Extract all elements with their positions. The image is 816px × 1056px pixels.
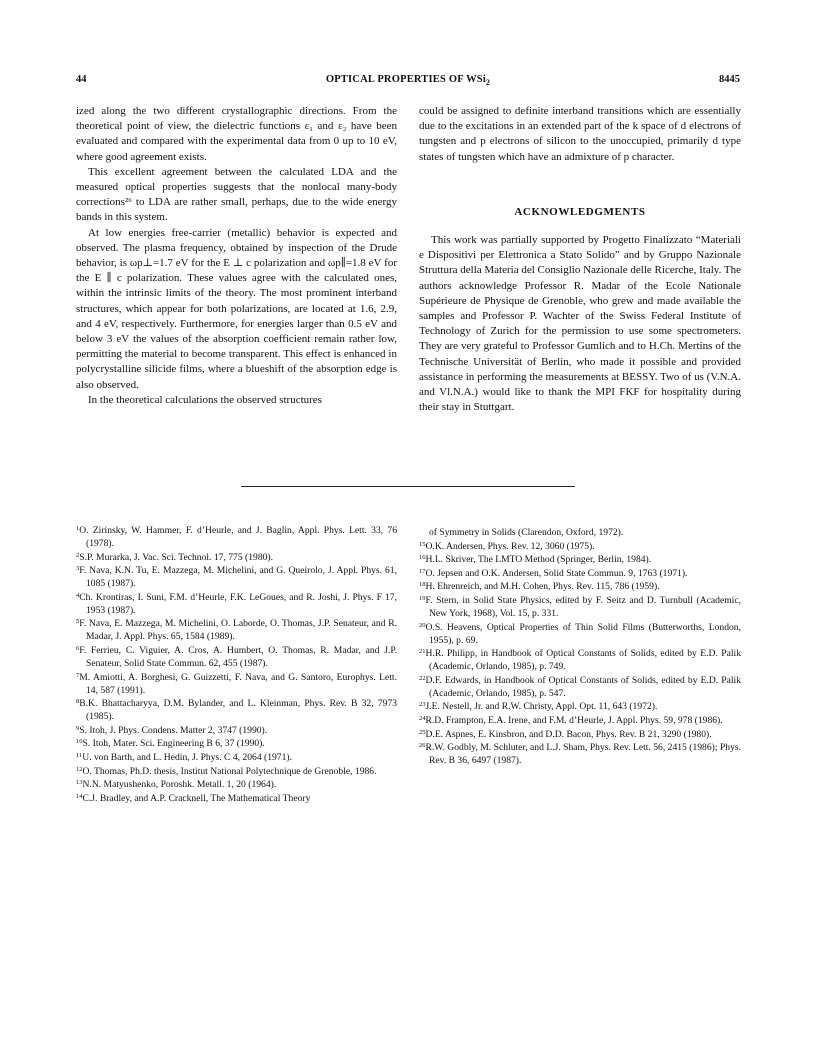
page-number-left: 44 xyxy=(76,74,87,85)
reference-text: B.K. Bhattacharyya, D.M. Bylander, and L. Kleinman, Phys. Rev. B 32, 7973 (1985). xyxy=(79,698,397,723)
reference-text: N.N. Matyushenko, Poroshk. Metall. 1, 20 (1964). xyxy=(82,779,277,791)
reference-item xyxy=(419,540,741,553)
page-header xyxy=(76,74,740,90)
reference-text: F. Nava, E. Mazzega, M. Michelini, O. Laborde, O. Thomas, J.P. Senateur, and R. Madar, J. Appl. Phys. 65, 1584 (1989). xyxy=(79,618,397,643)
references-column-right xyxy=(419,526,741,768)
reference-item xyxy=(76,524,397,550)
reference-text: H.L. Skriver, The LMTO Method (Springer, Berlin, 1984). xyxy=(425,554,652,566)
reference-text: S. Itoh, J. Phys. Condens. Matter 2, 3747 (1990). xyxy=(79,724,268,736)
reference-item xyxy=(419,526,741,539)
reference-text: H.R. Philipp, in Handbook of Optical Constants of Solids, edited by E.D. Palik (Academic, Orlando, 1985), p. 749. xyxy=(425,648,741,673)
running-title xyxy=(76,74,740,87)
reference-item xyxy=(76,737,397,750)
reference-number: 5 xyxy=(76,618,80,626)
reference-item xyxy=(76,591,397,617)
reference-item xyxy=(76,617,397,643)
reference-number: 16 xyxy=(419,554,426,562)
reference-number: 20 xyxy=(419,621,426,629)
reference-item xyxy=(419,580,741,593)
reference-item xyxy=(76,551,397,564)
reference-item xyxy=(419,553,741,566)
reference-number: 26 xyxy=(419,742,426,750)
reference-number: 10 xyxy=(76,738,83,746)
reference-text: F. Ferrieu, C. Viguier, A. Cros, A. Humbert, O. Thomas, R. Madar, and J.P. Senateur, Solid State Commun. 62, 455 (1987). xyxy=(79,644,397,669)
reference-number: 25 xyxy=(419,728,426,736)
reference-text: D.E. Aspnes, E. Kinsbron, and D.D. Bacon, Phys. Rev. B 21, 3290 (1980). xyxy=(425,728,712,740)
reference-item xyxy=(76,778,397,791)
reference-text: R.D. Frampton, E.A. Irene, and F.M. d’Heurle, J. Appl. Phys. 59, 978 (1986). xyxy=(425,714,723,726)
reference-text: O.K. Andersen, Phys. Rev. 12, 3060 (1975). xyxy=(425,540,595,552)
reference-number: 13 xyxy=(76,779,83,787)
paragraph: could be assigned to definite interband transitions which are essentially due to the excitations in an extended part of the k space of d electrons of tungsten and p electrons of silicon to the unoccupied, primarily d type states of tungsten which have an admixture of p character. xyxy=(419,105,741,163)
reference-number: 6 xyxy=(76,644,80,652)
reference-number: 18 xyxy=(419,581,426,589)
reference-number: 19 xyxy=(419,594,426,602)
reference-text: J.E. Nestell, Jr. and R.W. Christy, Appl. Opt. 11, 643 (1972). xyxy=(425,701,658,713)
reference-number: 1 xyxy=(76,525,80,532)
reference-text: O. Zirinsky, W. Hammer, F. d’Heurle, and J. Baglin, Appl. Phys. Lett. 33, 76 (1978). xyxy=(79,525,397,549)
body-column-right xyxy=(419,104,741,415)
references-column-left xyxy=(76,524,397,805)
reference-item xyxy=(419,621,741,647)
reference-text: C.J. Bradley, and A.P. Cracknell, The Mathematical Theory xyxy=(82,792,311,804)
reference-number: 12 xyxy=(76,765,83,773)
reference-number: 14 xyxy=(76,792,83,800)
reference-number: 9 xyxy=(76,724,80,732)
reference-text: O. Jepsen and O.K. Andersen, Solid State Commun. 9, 1763 (1971). xyxy=(425,567,688,579)
paragraph: In the theoretical calculations the observed structures xyxy=(88,393,322,406)
paragraph: ized along the two different crystallographic directions. From the theoretical point of view, the dielectric functions ε₁ and ε₂ have been evaluated and compared with the experimental data from 0 up to 10 eV, where good agreement exists. xyxy=(76,105,397,163)
reference-number: 15 xyxy=(419,540,426,548)
reference-item xyxy=(76,564,397,590)
reference-text: F. Nava, K.N. Tu, E. Mazzega, M. Michelini, and G. Queirolo, J. Appl. Phys. 61, 1085 (1987). xyxy=(79,565,397,590)
reference-text: O.S. Heavens, Optical Properties of Thin Solid Films (Butterworths, London, 1955), p. 69. xyxy=(425,621,741,646)
body-column-left xyxy=(76,104,397,408)
reference-text: S.P. Murarka, J. Vac. Sci. Technol. 17, 775 (1980). xyxy=(79,551,274,563)
reference-text: of Symmetry in Solids (Clarendon, Oxford, 1972). xyxy=(429,527,624,538)
reference-item xyxy=(419,674,741,700)
reference-text: D.F. Edwards, in Handbook of Optical Constants of Solids, edited by E.D. Palik (Academic, Orlando, 1985), p. 547. xyxy=(425,674,741,699)
reference-text: S. Itoh, Mater. Sci. Engineering B 6, 37 (1990). xyxy=(82,738,265,750)
reference-number: 22 xyxy=(419,674,426,682)
reference-item xyxy=(76,792,397,805)
reference-number: 11 xyxy=(76,751,83,759)
reference-number: 4 xyxy=(76,591,80,599)
reference-number: 24 xyxy=(419,714,426,722)
reference-item xyxy=(419,728,741,741)
reference-text: H. Ehrenreich, and M.H. Cohen, Phys. Rev. 115, 786 (1959). xyxy=(425,581,660,593)
reference-number: 2 xyxy=(76,551,80,559)
reference-item xyxy=(76,644,397,670)
reference-item xyxy=(419,647,741,673)
reference-number: 23 xyxy=(419,701,426,709)
reference-number: 7 xyxy=(76,671,80,679)
reference-text: U. von Barth, and L. Hedin, J. Phys. C 4, 2064 (1971). xyxy=(82,751,292,763)
reference-item xyxy=(76,751,397,764)
section-heading: ACKNOWLEDGMENTS xyxy=(514,205,646,218)
reference-item xyxy=(419,741,741,767)
running-title-text: OPTICAL PROPERTIES OF WSi xyxy=(325,74,486,85)
reference-item xyxy=(76,697,397,723)
reference-text: F. Stern, in Solid State Physics, edited by F. Seitz and D. Turnbull (Academic, New York, 1968), Vol. 15, p. 331. xyxy=(425,594,741,619)
reference-text: M. Amiotti, A. Borghesi, G. Guizzetti, F. Nava, and G. Santoro, Europhys. Lett. 14, 587 (1991). xyxy=(79,671,397,696)
reference-item xyxy=(419,594,741,620)
reference-item xyxy=(76,671,397,697)
paragraph: This excellent agreement between the calculated LDA and the measured optical properties suggests that the nonlocal many-body corrections²⁶ to LDA are rather small, perhaps, due to the wide energy bands in this system. xyxy=(76,165,397,224)
acknowledgments-paragraph: This work was partially supported by Progetto Finalizzato “Materiali e Dispositivi per Elettronica a Stato Solido” and by Gruppo Nazionale Struttura della Materia del Consiglio Nazionale delle Ricerche, Italy. The authors acknowledge Professor R. Madar of the Ecole Nationale Supérieure de Physique de Grenoble, who grew and made available the samples and Professor P. Wachter of the Swiss Federal Institute of Technology of Zurich for the permission to use some spectrometers. They are very grateful to Professor Gumlich and to H.Ch. Mertins of the Technische Universität of Berlin, who made it possible and provided assistance in performing the measurements at BESSY. Two of us (V.N.A. and Vl.N.A.) would like to thank the MPI FKF for hospitality during their stay in Stuttgart. xyxy=(419,234,741,414)
running-title-subscript: 2 xyxy=(485,78,491,88)
page-number-right: 8445 xyxy=(719,74,740,85)
reference-number: 21 xyxy=(419,648,426,656)
reference-item xyxy=(419,567,741,580)
reference-item xyxy=(76,724,397,737)
paragraph: At low energies free-carrier (metallic) behavior is expected and observed. The plasma frequency, obtained by inspection of the Drude behavior, is ωp⊥=1.7 eV for the E ⊥ c polarization and ωp∥=1.8 eV for the E ∥ c polarization. These values agree with the calculated ones, within the intrinsic limits of the theory. The most prominent interband structures, which appear for both polarizations, are located at 1.6, 2.9, and 4 eV, respectively. Furthermore, for energies larger than 0.5 eV and below 3 eV the values of the absorption coefficient remain rather low, permitting the material to become transparent. This effect is enhanced in polycrystalline silicide films, where a blueshift of the absorption edge is also observed. xyxy=(76,226,397,391)
reference-item xyxy=(419,714,741,727)
reference-text: Ch. Krontiras, I. Suni, F.M. d’Heurle, F.K. LeGoues, and R. Joshi, J. Phys. F 17, 1953 (1987). xyxy=(79,591,397,616)
reference-number: 3 xyxy=(76,565,80,573)
reference-number: 8 xyxy=(76,698,80,706)
reference-text: R.W. Godbly, M. Schluter, and L.J. Sham, Phys. Rev. Lett. 56, 2415 (1986); Phys. Rev. B 36, 6497 (1987). xyxy=(425,742,741,767)
reference-number: 17 xyxy=(419,567,426,575)
section-divider xyxy=(241,486,575,487)
reference-item xyxy=(419,700,741,713)
reference-text: O. Thomas, Ph.D. thesis, Institut National Polytechnique de Grenoble, 1986. xyxy=(82,765,377,777)
reference-item xyxy=(76,765,397,778)
